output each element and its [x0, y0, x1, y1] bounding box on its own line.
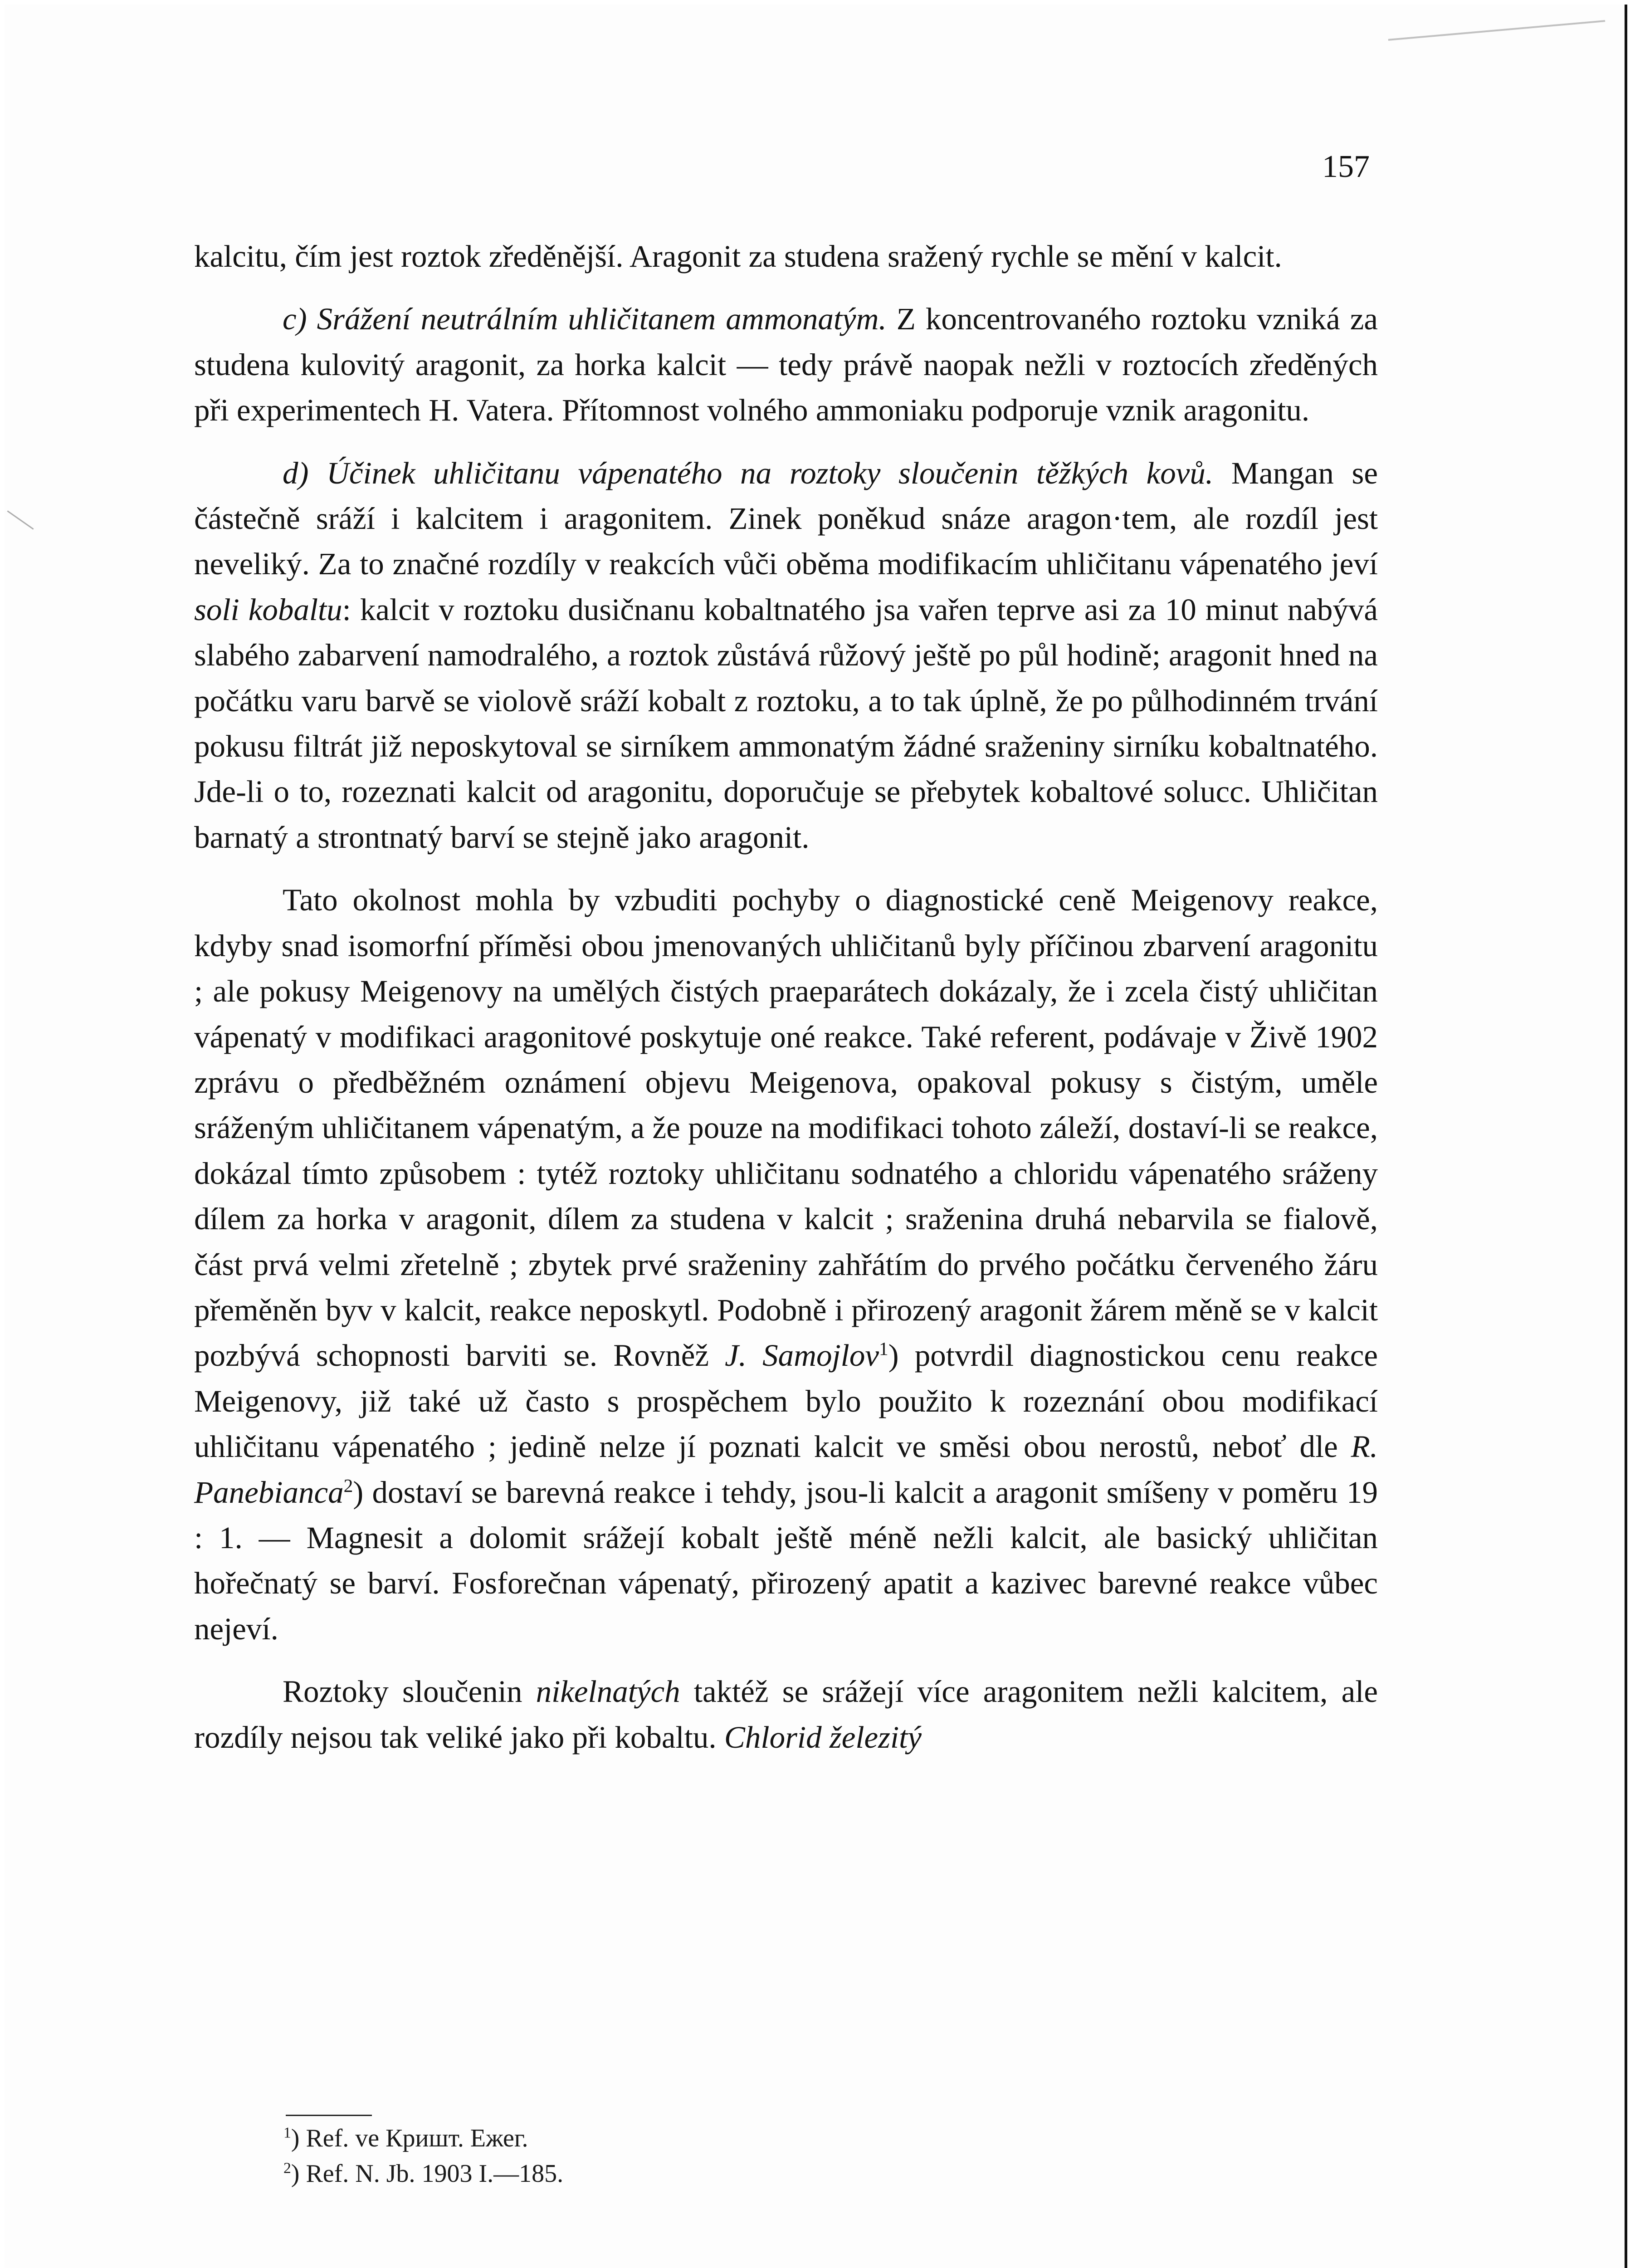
footnote-ref: 1: [879, 1338, 888, 1359]
author-name: R. Panebianca: [194, 1429, 1378, 1510]
footnote-divider: [286, 2115, 372, 2116]
section-heading: c) Srážení neutrálním uhličitanem ammonatým.: [283, 302, 887, 337]
footnote-ref: 2: [343, 1475, 353, 1496]
footnote: $^2$) Ref. N. Jb. 1903 I.—185.: [283, 2160, 564, 2188]
paragraph: kalcitu, čím jest roztok zředěnější. Aragonit za studena sražený rychle se mění v kalcit.: [194, 239, 1282, 274]
scan-artifact: [1388, 20, 1606, 41]
page: [5, 5, 1627, 2268]
page-number: 157: [1322, 149, 1370, 184]
paragraph: Tato okolnost mohla by vzbuditi pochyby o diagnostické ceně Meigenovy reakce, kdyby snad isomorfní příměsi obou jmenovaných uhličitanů byly příčinou zbarvení aragonitu ; ale pokusy Meigenovy na umělých čistých praeparátech dokázaly, že i zcela čistý uhličitan vápenatý v modifikaci aragonitové poskytuje oné reakce. Také referent, podávaje v Živě 1902 zprávu o předběžném oznámení objevu Meigenova, opakoval pokusy s čistým, uměle sráženým uhličitanem vápenatým, a že pouze na modifikaci tohoto záleží, dostaví-li se reakce, dokázal tímto způsobem : tytéž roztoky uhličitanu sodnatého a chloridu vápenatého sráženy dílem za horka v aragonit, dílem za studena v kalcit ; sraženina druhá nebarvila se fialově, část prvá velmi zřetelně ; zbytek prvé sraženiny zahřátím do prvého počátku červeného žáru přeměněn byv v kalcit, reakce neposkytl. Podobně i přirozený aragonit žárem měně se v kalcit pozbývá schopnosti barviti se. Rovněž J. Samojlov$^1$) potvrdil diagnostickou cenu reakce Meigenovy, již také už často s prospěchem bylo použito k rozeznání obou modifikací uhličitanu vápenatého ; jedině nelze jí poznati kalcit ve směsi obou nerostů, neboť dle R. Panebianca$^2$) dostaví se barevná reakce i tehdy, jsou-li kalcit a aragonit smíšeny v poměru 19 : 1. — Magnesit a dolomit srážejí kobalt ještě méně nežli kalcit, ale basický uhličitan hořečnatý se barví. Fosforečnan vápenatý, přirozený apatit a kazivec barevné reakce vůbec nejeví.: [194, 883, 1378, 1646]
scan-artifact: [7, 510, 34, 530]
author-name: J. Samojlov: [725, 1338, 879, 1373]
paragraph: c) Srážení neutrálním uhličitanem ammonatým. Z koncentrovaného roztoku vzniká za studena kulovitý aragonit, za horka kalcit — tedy právě naopak nežli v roztocích zředěných při experimentech H. Vatera. Přítomnost volného ammoniaku podporuje vznik aragonitu.: [194, 302, 1378, 428]
body-text: [194, 234, 1378, 1760]
paragraph: Roztoky sloučenin nikelnatých taktéž se srážejí více aragonitem nežli kalcitem, ale rozdíly nejsou tak veliké jako při kobaltu. Chlorid železitý: [194, 1674, 1378, 1755]
footnote: $^1$) Ref. ve Кришт. Ежег.: [283, 2124, 528, 2152]
footnotes: [283, 2121, 563, 2191]
paragraph: d) Účinek uhličitanu vápenatého na roztoky sloučenin těžkých kovů. Mangan se částečně sráží i kalcitem i aragonitem. Zinek poněkud snáze aragon·tem, ale rozdíl jest neveliký. Za to značné rozdíly v reakcích vůči oběma modifikacím uhličitanu vápenatého jeví soli kobaltu: kalcit v roztoku dusičnanu kobaltnatého jsa vařen teprve asi za 10 minut nabývá slabého zabarvení namodralého, a roztok zůstává růžový ještě po půl hodině; aragonit hned na počátku varu barvě se violově sráží kobalt z roztoku, a to tak úplně, že po půlhodinném trvání pokusu filtrát již neposkytoval se sirníkem ammonatým žádné sraženiny sirníku kobaltnatého. Jde-li o to, rozeznati kalcit od aragonitu, doporučuje se přebytek kobaltové solucc. Uhličitan barnatý a strontnatý barví se stejně jako aragonit.: [194, 455, 1378, 855]
section-heading: d) Účinek uhličitanu vápenatého na roztoky sloučenin těžkých kovů.: [283, 455, 1214, 490]
